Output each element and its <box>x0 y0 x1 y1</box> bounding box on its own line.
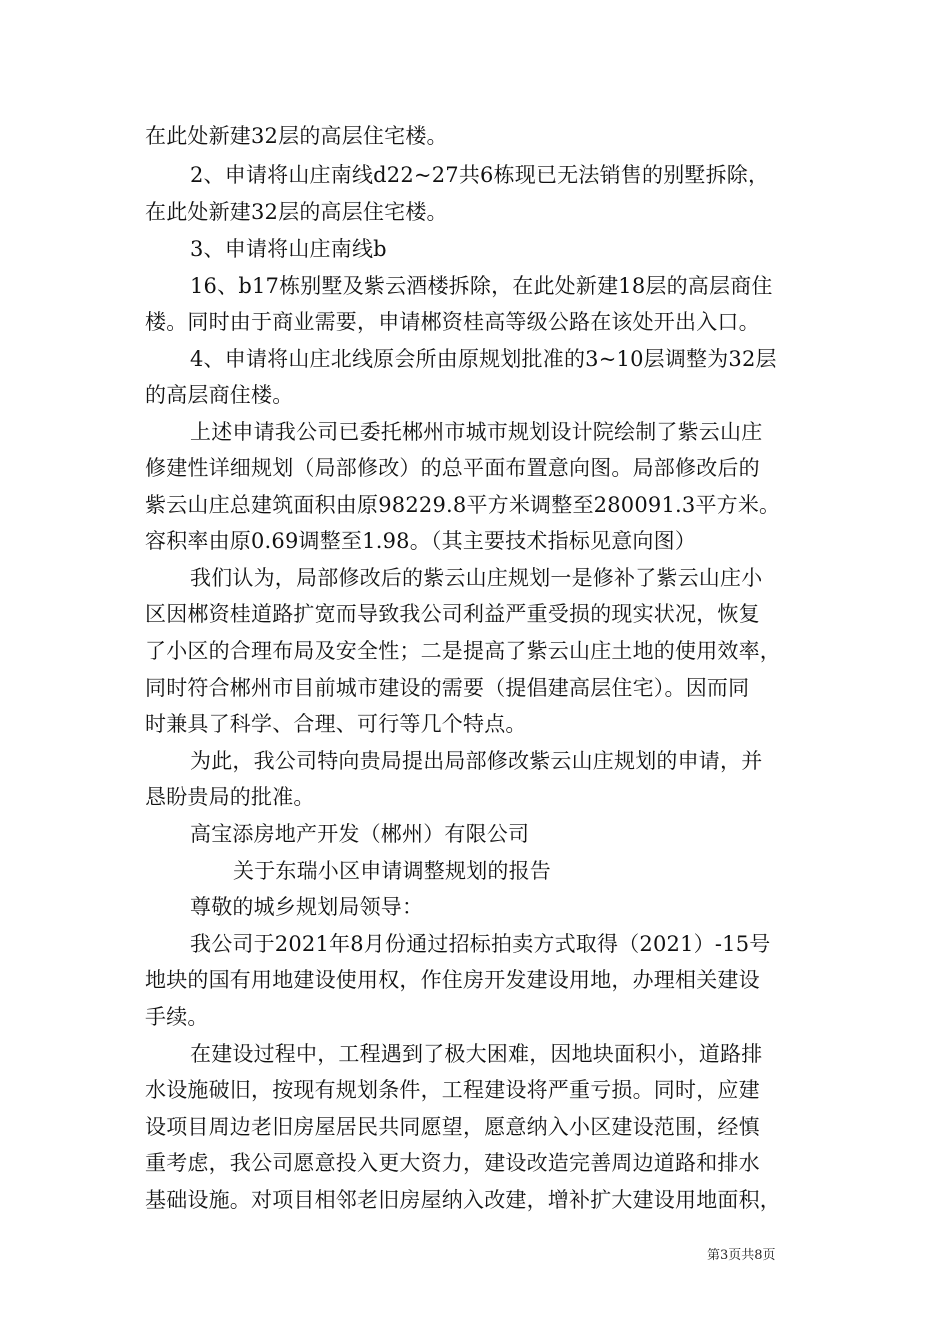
paragraph-line: 我公司于2021年8月份通过招标拍卖方式取得（2021）-15号 <box>190 932 771 956</box>
paragraph-line: 在建设过程中，工程遇到了极大困难，因地块面积小，道路排 <box>190 1042 763 1066</box>
paragraph-line: 了小区的合理布局及安全性；二是提高了紫云山庄土地的使用效率， <box>145 639 781 663</box>
paragraph-line: 在此处新建32层的高层住宅楼。 <box>145 200 448 224</box>
report-title: 关于东瑞小区申请调整规划的报告 <box>233 859 551 883</box>
paragraph-line: 水设施破旧，按现有规划条件，工程建设将严重亏损。同时，应建 <box>145 1078 760 1102</box>
paragraph-line: 同时符合郴州市目前城市建设的需要（提倡建高层住宅）。因而同 <box>145 676 750 700</box>
paragraph-line: 基础设施。对项目相邻老旧房屋纳入改建，增补扩大建设用地面积， <box>145 1188 781 1212</box>
paragraph-line: 2、申请将山庄南线d22~27共6栋现已无法销售的别墅拆除， <box>190 163 770 187</box>
paragraph-line: 紫云山庄总建筑面积由原98229.8平方米调整至280091.3平方米。 <box>145 493 781 517</box>
paragraph-line: 容积率由原0.69调整至1.98。（其主要技术指标见意向图） <box>145 529 697 553</box>
paragraph-line: 16、b17栋别墅及紫云酒楼拆除，在此处新建18层的高层商住 <box>190 274 773 298</box>
paragraph-line: 楼。同时由于商业需要，申请郴资桂高等级公路在该处开出入口。 <box>145 310 760 334</box>
paragraph-line: 恳盼贵局的批准。 <box>145 785 315 809</box>
paragraph-line: 为此，我公司特向贵局提出局部修改紫云山庄规划的申请，并 <box>190 749 763 773</box>
paragraph-line: 3、申请将山庄南线b <box>190 237 387 261</box>
paragraph-line: 重考虑，我公司愿意投入更大资力，建设改造完善周边道路和排水 <box>145 1151 760 1175</box>
paragraph-line: 上述申请我公司已委托郴州市城市规划设计院绘制了紫云山庄 <box>190 420 763 444</box>
paragraph-line: 的高层商住楼。 <box>145 383 294 407</box>
paragraph-line: 在此处新建32层的高层住宅楼。 <box>145 124 448 148</box>
paragraph-line: 修建性详细规划（局部修改）的总平面布置意向图。局部修改后的 <box>145 456 760 480</box>
salutation: 尊敬的城乡规划局领导： <box>190 895 424 919</box>
paragraph-line: 手续。 <box>145 1005 209 1029</box>
paragraph-line: 时兼具了科学、合理、可行等几个特点。 <box>145 712 527 736</box>
paragraph-line: 地块的国有用地建设使用权，作住房开发建设用地，办理相关建设 <box>145 968 760 992</box>
paragraph-line: 我们认为，局部修改后的紫云山庄规划一是修补了紫云山庄小 <box>190 566 763 590</box>
company-name: 高宝添房地产开发（郴州）有限公司 <box>190 822 530 846</box>
paragraph-line: 区因郴资桂道路扩宽而导致我公司利益严重受损的现实状况，恢复 <box>145 602 760 626</box>
page-number: 第3页共8页 <box>707 1248 776 1263</box>
paragraph-line: 设项目周边老旧房屋居民共同愿望，愿意纳入小区建设范围，经慎 <box>145 1115 760 1139</box>
paragraph-line: 4、申请将山庄北线原会所由原规划批准的3~10层调整为32层 <box>190 347 777 371</box>
